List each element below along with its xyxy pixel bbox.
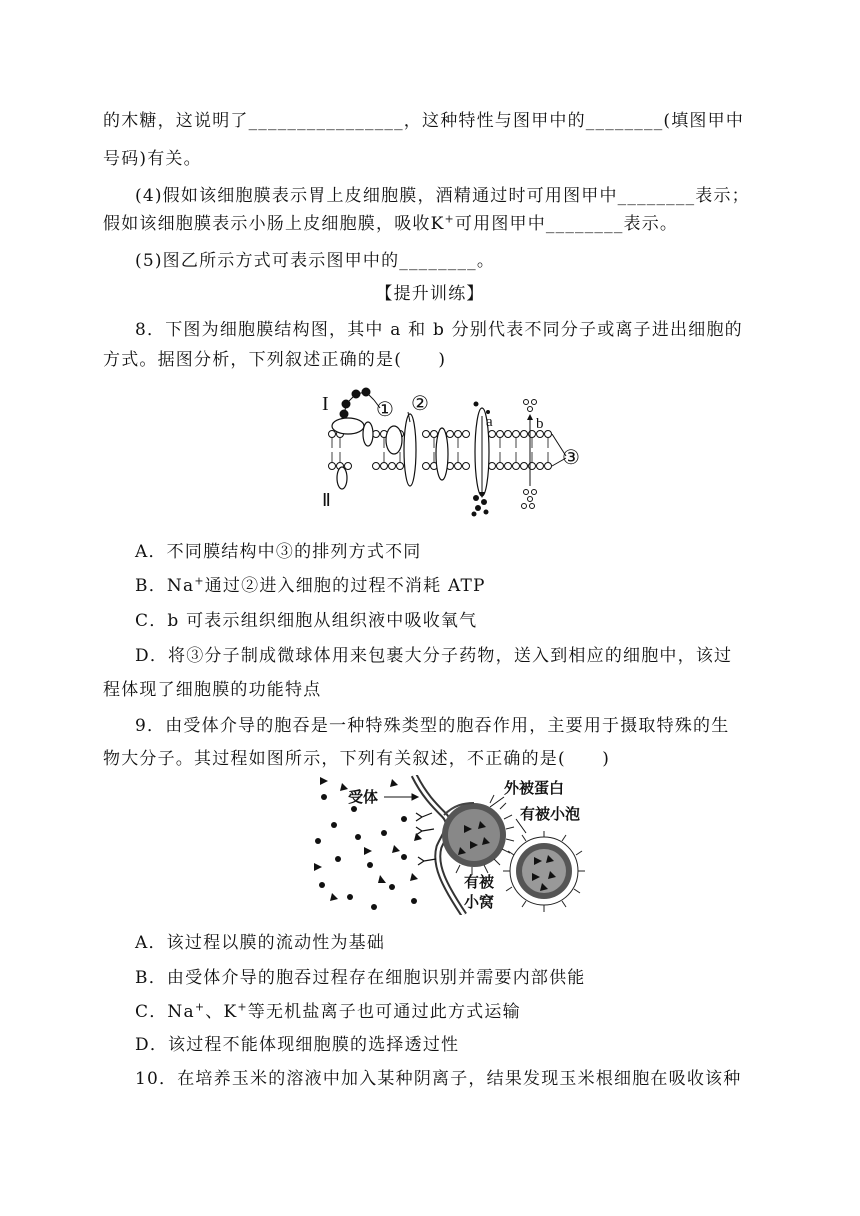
option-9-D: D．该过程不能体现细胞膜的选择透过性 (135, 1035, 460, 1055)
option-9-C: C．Na+、K+等无机盐离子也可通过此方式运输 (135, 1000, 521, 1022)
label-3: ③ (562, 447, 580, 469)
section-title: 【提升训练】 (375, 284, 485, 304)
label-receptor: 受体 (348, 788, 379, 806)
label-a: a (486, 414, 493, 430)
question-4-line-1: (4)假如该细胞膜表示胃上皮细胞膜，酒精通过时可用图甲中________表示； (135, 186, 750, 206)
inner-protein (386, 426, 402, 454)
option-8-D-line-1: D．将③分子制成微球体用来包裹大分子药物，送入到相应的细胞中，该过 (135, 646, 733, 666)
option-8-D-line-2: 程体现了细胞膜的功能特点 (103, 680, 322, 700)
channel-protein-1 (404, 414, 416, 486)
option-8-C: C．b 可表示组织细胞从组织液中吸收氧气 (135, 611, 478, 631)
bottom-protein (337, 467, 347, 489)
label-2: ② (411, 393, 429, 415)
channel-protein-2 (436, 428, 448, 480)
label-coated-pit-1: 有被 (464, 873, 495, 891)
coated-vesicle (503, 831, 585, 912)
question-8-stem-1: 8．下图为细胞膜结构图，其中 a 和 b 分别代表不同分子或离子进出细胞的 (135, 320, 743, 340)
label-coated-vesicle: 有被小泡 (520, 805, 581, 823)
question-8-stem-2: 方式。据图分析，下列叙述正确的是( ) (103, 350, 447, 370)
option-8-A: A．不同膜结构中③的排列方式不同 (135, 542, 422, 562)
question-10-stem: 10．在培养玉米的溶液中加入某种阴离子，结果发现玉米根细胞在吸收该种 (135, 1069, 742, 1089)
option-9-B: B．由受体介导的胞吞过程存在细胞识别并需要内部供能 (135, 968, 586, 988)
molecules-b (522, 400, 537, 509)
option-9-A: A．该过程以膜的流动性为基础 (135, 933, 386, 953)
text-line: 号码)有关。 (103, 149, 202, 169)
label-b: b (536, 416, 544, 432)
question-5: (5)图乙所示方式可表示图甲中的________。 (135, 251, 496, 271)
glycan-chain (340, 388, 374, 418)
text-line: 的木糖，这说明了________________，这种特性与图甲中的________(填图甲中 (103, 111, 745, 131)
label-coated-pit-2: 小窝 (464, 893, 495, 911)
label-side-I: I (322, 393, 329, 415)
label-1: ① (376, 399, 394, 421)
label-side-II: Ⅱ (322, 490, 331, 510)
question-9-stem-2: 物大分子。其过程如图所示，下列有关叙述，不正确的是( ) (103, 749, 611, 769)
half-protein (363, 422, 373, 446)
question-4-line-2: 假如该细胞膜表示小肠上皮细胞膜，吸收K+可用图甲中________表示。 (103, 212, 679, 234)
coated-pit (442, 795, 514, 875)
arrow-b (527, 414, 533, 420)
surface-protein (332, 418, 364, 434)
option-8-B: B．Na+通过②进入细胞的过程不消耗 ATP (135, 574, 486, 596)
question-9-stem-1: 9．由受体介导的胞吞是一种特殊类型的胞吞作用，主要用于摄取特殊的生 (135, 716, 730, 736)
endocytosis-figure (304, 775, 594, 915)
membrane-structure-figure (318, 382, 588, 522)
label-coat-protein: 外被蛋白 (504, 779, 565, 797)
